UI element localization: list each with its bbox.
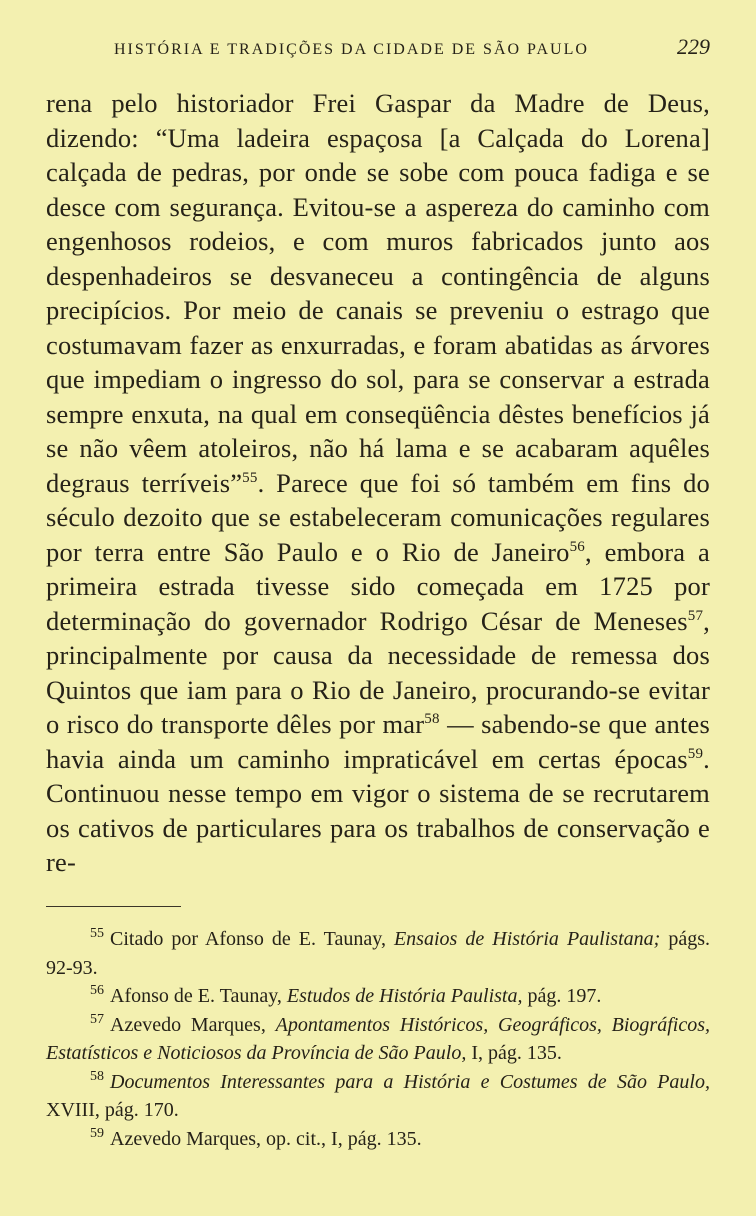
page-number: 229 xyxy=(677,34,710,59)
footnote-text: pág. 197. xyxy=(522,985,602,1007)
body-text-segment: , embora a primeira estrada tivesse sido começada em 1725 por determinação do governador Rodrigo César de Meneses xyxy=(46,536,710,636)
footnote-ref-56[interactable]: 56 xyxy=(569,538,586,555)
footnote-title: Estudos de História Paulista, xyxy=(286,985,523,1007)
footnote-number: 55 xyxy=(90,926,104,942)
footnote-title: Ensaios de História Paulistana; xyxy=(393,928,661,950)
footnote-number: 59 xyxy=(90,1125,104,1141)
footnote-text: XVIII, pág. 170. xyxy=(46,1099,179,1121)
body-text-segment: rena pelo historiador Frei Gaspar da Madre de Deus, dizendo: “Uma ladeira espaçosa [a Calçada do Lorena] calçada de pedras, por onde se sobe com pouca fadiga e se desce com segurança. Evitou-se a aspereza do caminho com engenhosos rodeios, e com muros fabricados junto aos despenhadeiros se desvaneceu a contingência de alguns precipícios. Por meio de canais se preveniu o estrago que costumavam fazer as enxurradas, e foram abatidas as árvores que impediam o ingresso do sol, para se conservar a estrada sempre enxuta, na qual em conseqüência dêstes benefícios já se não vêem atoleiros, não há lama e se acabaram aquêles degraus terríveis” xyxy=(46,88,710,498)
footnote-number: 57 xyxy=(90,1011,104,1027)
footnote-56 xyxy=(46,982,710,1011)
footnote-ref-59[interactable]: 59 xyxy=(687,745,704,762)
footnote-text: Azevedo Marques, xyxy=(110,1013,276,1036)
footnote-title: Documentos Interessantes para a História e Costumes de São Paulo, xyxy=(110,1070,710,1093)
footnote-ref-55[interactable]: 55 xyxy=(242,469,258,486)
footnote-57 xyxy=(46,1011,710,1068)
footnote-55 xyxy=(46,925,710,982)
footnote-text: págs. 92-93. xyxy=(46,928,710,979)
body-text-segment: , principalmente por causa da necessidade de remessa dos Quintos que iam para o Rio de Janeiro, procurando-se evitar o risco do transporte dêles por mar xyxy=(46,605,710,739)
footnote-58 xyxy=(46,1068,710,1125)
body-text-segment: . Parece que foi só também em fins do século dezoito que se estabeleceram comunicações regulares por terra entre São Paulo e o Rio de Janeiro xyxy=(46,467,710,567)
footnote-59 xyxy=(46,1125,710,1154)
footnote-divider xyxy=(46,906,181,907)
footnote-title: Apontamentos Históricos, Geográficos, Biográficos, Estatísticos e Noticiosos da Província de São Paulo, xyxy=(46,1013,710,1064)
footnote-text: I, pág. 135. xyxy=(466,1042,562,1064)
footnote-text: Azevedo Marques, op. cit., I, pág. 135. xyxy=(110,1127,422,1150)
footnote-number: 58 xyxy=(90,1068,104,1084)
footnote-text: Afonso de E. Taunay, xyxy=(110,985,287,1007)
body-text-segment: — sabendo-se que antes havia ainda um caminho impraticável em certas épocas xyxy=(46,709,710,774)
page-header xyxy=(46,34,710,74)
footnote-ref-57[interactable]: 57 xyxy=(687,607,704,624)
body-paragraph xyxy=(46,86,710,880)
footnote-text: Citado por Afonso de E. Taunay, xyxy=(110,928,394,950)
footnotes xyxy=(46,925,710,1153)
body-text-segment: . Continuou nesse tempo em vigor o sistema de se recrutarem os cativos de particulares para os trabalhos de conservação e re- xyxy=(46,743,710,877)
footnote-ref-58[interactable]: 58 xyxy=(424,711,440,728)
footnote-number: 56 xyxy=(90,983,104,999)
running-title: HISTÓRIA E TRADIÇÕES DA CIDADE DE SÃO PAULO xyxy=(114,41,589,58)
